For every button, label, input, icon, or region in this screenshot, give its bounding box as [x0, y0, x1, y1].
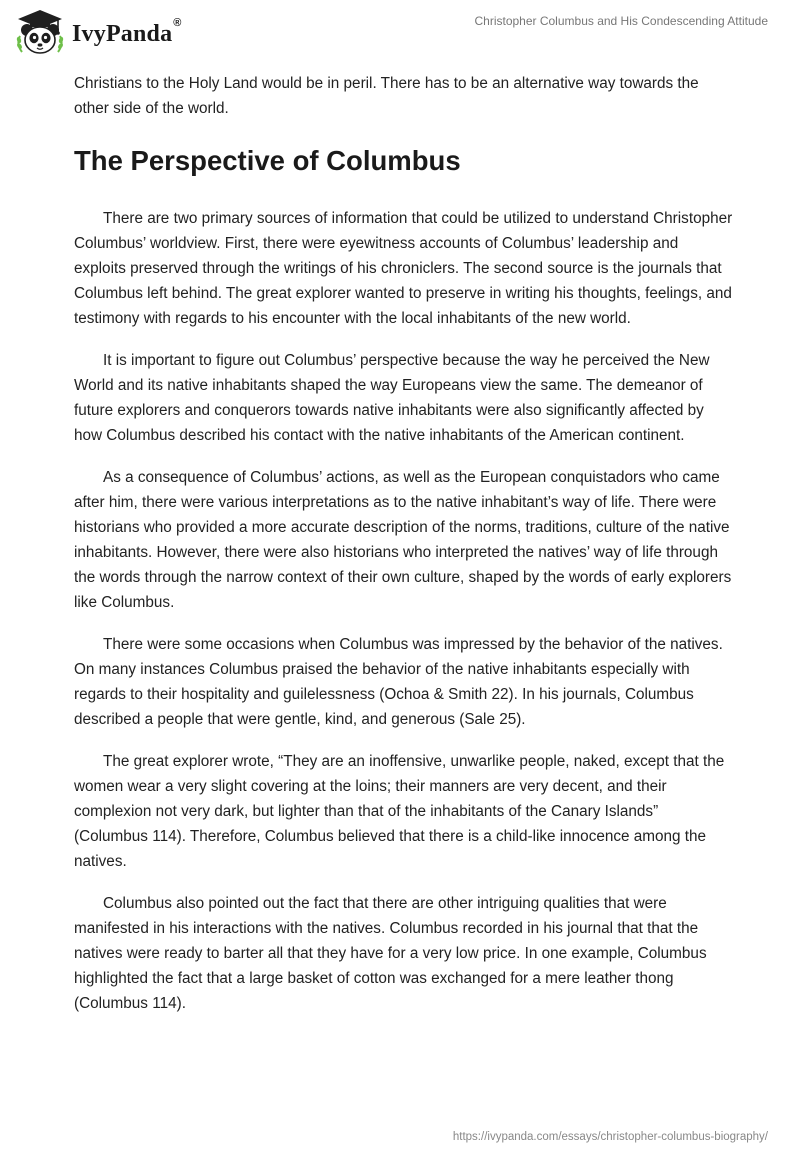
logo-wordmark: IvyPanda® — [72, 16, 182, 47]
body-paragraph: Columbus also pointed out the fact that there are other intriguing qualities that were manifested in his interactions with the natives. Columbus recorded in his journal that that the natives were ready to barter all that they have for a very low price. In one example, Columbus highlighted the fact that a large basket of cotton was exchanged for a mere leather thong (Columbus 114). — [74, 895, 707, 1012]
ivypanda-logo[interactable] — [14, 8, 182, 56]
body-paragraph: It is important to figure out Columbus’ perspective because the way he perceived the New World and its native inhabitants shaped the way Europeans view the same. The demeanor of future explorers and conquerors towards native inhabitants were also significantly affected by how Columbus described his contact with the native inhabitants of the American continent. — [74, 352, 710, 444]
body-paragraph: The great explorer wrote, “They are an inoffensive, unwarlike people, naked, except that the women wear a very slight covering at the loins; their manners are very decent, and their complexion not very dark, but lighter than that of the inhabitants of the Canary Islands” (Columbus 114). Therefore, Columbus believed that there is a child-like innocence among the natives. — [74, 753, 725, 870]
body-paragraph: As a consequence of Columbus’ actions, as well as the European conquistadors who came after him, there were various interpretations as to the native inhabitant’s way of life. There were historians who provided a more accurate description of the norms, traditions, culture of the native inhabitants. However, there were also historians who interpreted the natives’ way of life through the words through the narrow context of their own culture, shaped by the words of early explorers like Columbus. — [74, 469, 732, 611]
panda-graduate-icon — [14, 8, 66, 56]
page-header — [0, 0, 800, 70]
section-heading: The Perspective of Columbus — [74, 145, 461, 176]
intro-paragraph: Christians to the Holy Land would be in peril. There has to be an alternative way towards the other side of the world. — [74, 75, 699, 117]
registered-mark: ® — [173, 16, 182, 29]
body-paragraph: There were some occasions when Columbus was impressed by the behavior of the natives. On many instances Columbus praised the behavior of the native inhabitants especially with regards to their hospitality and guilelessness (Ochoa & Smith 22). In his journals, Columbus described a people that were gentle, kind, and generous (Sale 25). — [74, 636, 723, 728]
body-paragraph: There are two primary sources of information that could be utilized to understand Christopher Columbus’ worldview. First, there were eyewitness accounts of Columbus’ leadership and exploits preserved through the writings of his chroniclers. The second source is the journals that Columbus left behind. The great explorer wanted to preserve in writing his thoughts, feelings, and testimony with regards to his encounter with the local inhabitants of the new world. — [74, 210, 733, 327]
source-url-link[interactable]: https://ivypanda.com/essays/christopher-columbus-biography/ — [452, 1131, 768, 1143]
essay-content — [74, 71, 734, 1033]
document-title: Christopher Columbus and His Condescending Attitude — [474, 14, 768, 28]
